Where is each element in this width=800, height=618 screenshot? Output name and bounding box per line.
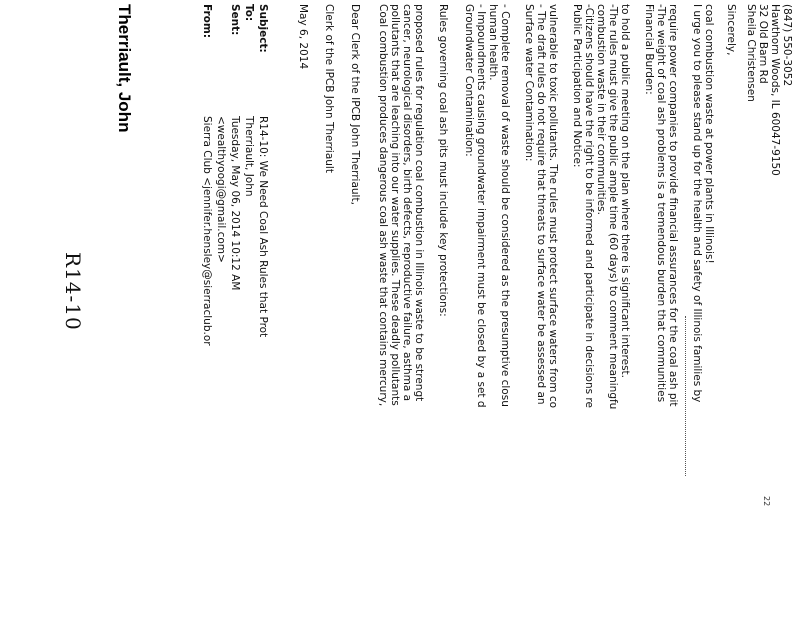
participation-line: -The rules must give the public ample time (60 days) to comment meaningfu: [607, 4, 619, 410]
financial-line: require power companies to provide financial assurances for the coal ash pit: [667, 4, 679, 407]
participation-heading: Public Participation and Notice:: [571, 4, 583, 168]
from-value-line2: <wealthyoogi@gmail.com>: [215, 116, 227, 263]
surface-heading: Surface water Contamination:: [523, 4, 535, 162]
groundwater-line: - Complete removal of waste should be considered as the presumptive closu: [499, 4, 511, 407]
salutation: Dear Clerk of the IPCB John Therriault,: [349, 4, 361, 205]
sent-value: Tuesday, May 06, 2014 10:12 AM: [229, 116, 241, 291]
letter-date: May 6, 2014: [297, 4, 309, 70]
intro-line: Coal combustion produces dangerous coal ash waste that contains mercury,: [377, 4, 389, 407]
rules-line: Rules governing coal ash pits must include key protections:: [437, 4, 449, 317]
recipient-line: Clerk of the IPCB John Therriault: [323, 4, 335, 173]
signature-phone: (847) 550-3052: [781, 4, 793, 87]
sender-name: Therriault, John: [115, 4, 134, 133]
signoff: Sincerely,: [725, 4, 737, 56]
to-label: To:: [243, 4, 255, 22]
groundwater-line: - Impoundments causing groundwater impairment must be closed by a set d: [475, 4, 487, 408]
signature-name: Sheila Christensen: [745, 4, 757, 102]
from-label: From:: [201, 4, 213, 39]
groundwater-heading: Groundwater Contamination:: [463, 4, 475, 157]
surface-line: - The draft rules do not require that threats to surface water be assessed an: [535, 4, 547, 405]
intro-line: pollutants that are leaching into our water supplies. These deadly pollutants: [389, 4, 401, 406]
to-value: Therriault, John: [243, 116, 255, 197]
financial-line: -The weight of coal ash problems is a tremendous burden that communities: [655, 4, 667, 403]
sent-label: Sent:: [229, 4, 241, 36]
signature-city: Hawthorn Woods, IL 60047-9150: [769, 4, 781, 176]
closing-request-line: coal combustion waste at power plants in Illinois!: [703, 4, 715, 264]
subject-label: Subject:: [257, 4, 269, 53]
surface-line: vulnerable to toxic pollutants. The rules must protect surface waters from co: [547, 4, 559, 409]
financial-heading: Financial Burden:: [643, 4, 655, 95]
groundwater-line: human health.: [487, 4, 499, 81]
participation-line: -Citizens should have the right to be informed and participate in decisions re: [583, 4, 595, 408]
closing-request-line: I urge you to please stand up for the health and safety of Illinois families by: [691, 4, 703, 403]
from-value-line1: Sierra Club <jennifer.hensley@sierraclub.or: [201, 116, 213, 346]
subject-value: R14-10: We Need Coal Ash Rules that Prot: [257, 116, 269, 338]
intro-line: cancer, neurological disorders, birth defects, reproductive failure, asthma a: [401, 4, 413, 402]
signature-address: 32 Old Barn Rd: [757, 4, 769, 84]
intro-line: proposed rules for regulation coal combustion in Illinois waste to be strengt: [413, 4, 425, 402]
docket-stamp: R14-10: [61, 252, 85, 331]
participation-line: to hold a public meeting on the plan where there is significant interest.: [619, 4, 631, 379]
page-number: 22: [762, 496, 771, 507]
participation-line: combustion waste in their communities.: [595, 4, 607, 215]
scan-dotted-rule: [685, 316, 686, 476]
